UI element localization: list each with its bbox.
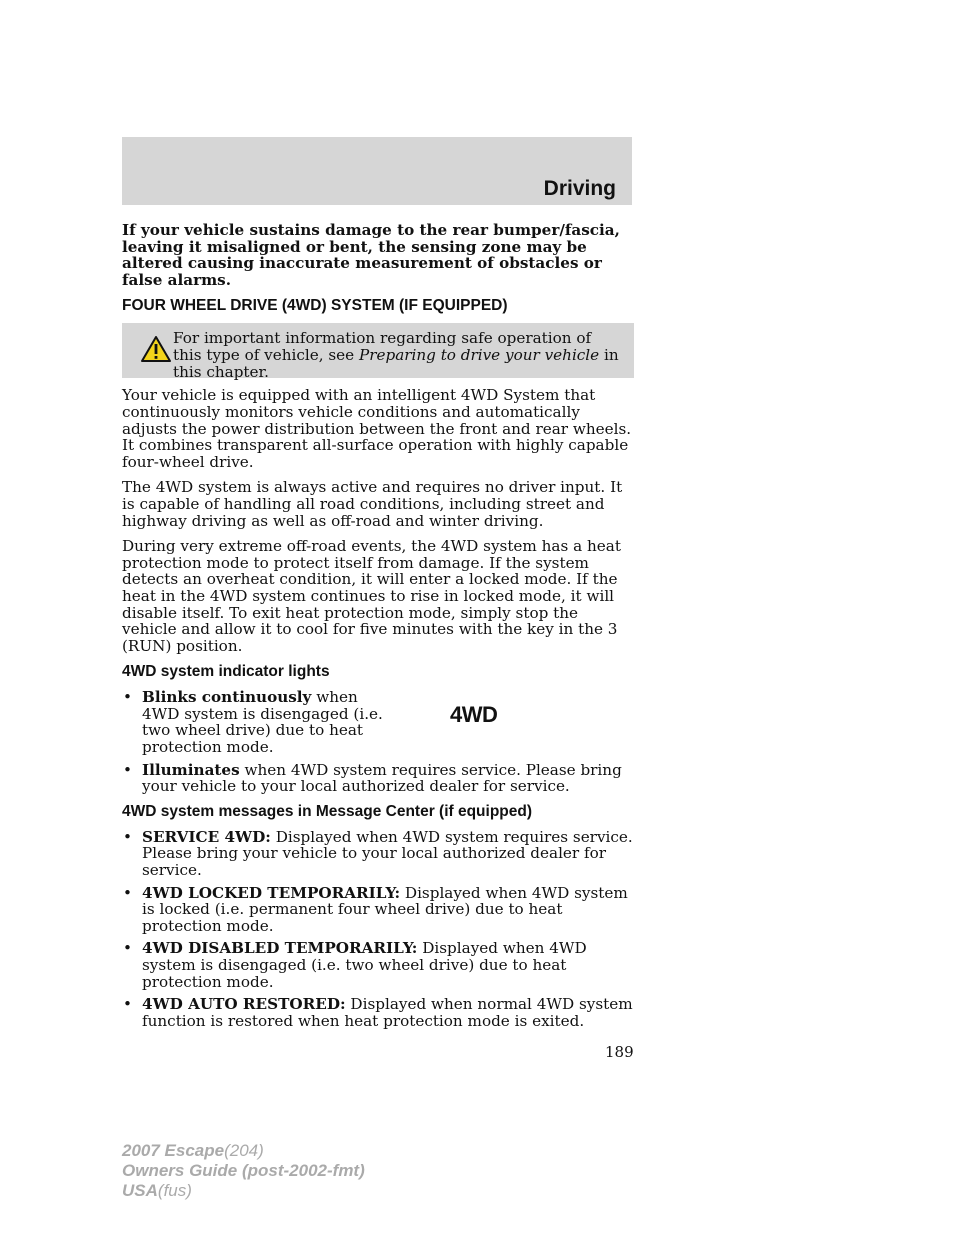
warning-triangle-icon bbox=[140, 335, 172, 363]
section-heading: FOUR WHEEL DRIVE (4WD) SYSTEM (IF EQUIPPED) bbox=[122, 297, 508, 315]
list-term: 4WD AUTO RESTORED: bbox=[142, 995, 346, 1014]
list-term: Blinks continuously bbox=[142, 688, 312, 707]
list-term: 4WD LOCKED TEMPORARILY: bbox=[142, 883, 401, 902]
indicator-heading: 4WD system indicator lights bbox=[122, 663, 330, 681]
paragraph-3: During very extreme off-road events, the 4WD system has a heat protection mode to protect itself from damage. If the system detects an overheat condition, it will enter a locked mode. If the heat in the 4WD system continues to rise in locked mode, it will disable itself. To exit heat protection mode, simply stop the vehicle and allow it to cool for five minutes with the key in the 3 (RUN) position. bbox=[122, 537, 621, 655]
list-text: when 4WD system requires service. Please bring your vehicle to your local authorized dealer for service. bbox=[142, 760, 622, 796]
footer-model-code: (204) bbox=[224, 1141, 264, 1160]
list-item bbox=[122, 762, 634, 795]
4wd-indicator-icon: 4WD bbox=[450, 702, 498, 728]
footer-model: 2007 Escape bbox=[122, 1141, 225, 1160]
bullet: • bbox=[123, 883, 132, 902]
footer-line-3 bbox=[122, 1181, 365, 1201]
list-item bbox=[122, 996, 634, 1029]
bullet: • bbox=[123, 827, 132, 846]
list-term: SERVICE 4WD: bbox=[142, 827, 271, 846]
footer-line-1 bbox=[122, 1141, 365, 1161]
messages-heading: 4WD system messages in Message Center (if equipped) bbox=[122, 802, 533, 820]
list-text: when 4WD system is disengaged (i.e. two wheel drive) due to heat protection mode. bbox=[142, 688, 383, 757]
bullet: • bbox=[123, 688, 132, 707]
footer-market: USA bbox=[122, 1181, 158, 1200]
list-item bbox=[122, 829, 634, 879]
paragraph-2: The 4WD system is always active and requires no driver input. It is capable of handling all road conditions, including street and highway driving as well as off-road and winter driving. bbox=[122, 478, 623, 530]
list-item bbox=[122, 940, 634, 990]
list-item bbox=[122, 885, 634, 935]
footer-market-code: (fus) bbox=[157, 1181, 192, 1200]
list-term: 4WD DISABLED TEMPORARILY: bbox=[142, 939, 418, 958]
paragraph-1: Your vehicle is equipped with an intelligent 4WD System that continuously monitors vehicle conditions and automatically adjusts the power distribution between the front and rear wheels. It combines transparent all-surface operation with highly capable four-wheel drive. bbox=[122, 386, 632, 471]
warning-text-before: For important information regarding safe operation of this type of vehicle, see bbox=[173, 329, 592, 364]
section-title: Driving bbox=[543, 177, 616, 200]
page-number: 189 bbox=[605, 1043, 634, 1061]
bullet: • bbox=[123, 939, 132, 958]
footer-line-2: Owners Guide (post-2002-fmt) bbox=[122, 1161, 365, 1180]
document-footer bbox=[122, 1141, 365, 1201]
bullet: • bbox=[123, 995, 132, 1014]
list-text: Displayed when normal 4WD system function is restored when heat protection mode is exited. bbox=[142, 995, 633, 1030]
list-text: Displayed when 4WD system requires service. Please bring your vehicle to your local authorized dealer for service. bbox=[142, 827, 633, 880]
warning-box bbox=[122, 323, 634, 381]
indicator-list bbox=[122, 689, 634, 795]
header-band bbox=[122, 137, 632, 205]
bullet: • bbox=[123, 760, 132, 779]
intro-warning: If your vehicle sustains damage to the rear bumper/fascia, leaving it misaligned or bent, the sensing zone may be altered causing inaccurate measurement of obstacles or false alarms. bbox=[122, 221, 620, 289]
list-text: Displayed when 4WD system is locked (i.e. permanent four wheel drive) due to heat protection mode. bbox=[142, 883, 628, 935]
warning-text-after: in this chapter. bbox=[173, 345, 619, 381]
list-term: Illuminates bbox=[142, 760, 240, 779]
indicator-section bbox=[122, 689, 634, 795]
messages-list bbox=[122, 829, 634, 1030]
page-content bbox=[122, 222, 634, 1037]
list-item bbox=[122, 689, 392, 755]
warning-text-link: Preparing to drive your vehicle bbox=[359, 345, 600, 364]
warning-text bbox=[173, 330, 621, 380]
list-text: Displayed when 4WD system is disengaged (i.e. two wheel drive) due to heat protection mode. bbox=[142, 939, 587, 991]
